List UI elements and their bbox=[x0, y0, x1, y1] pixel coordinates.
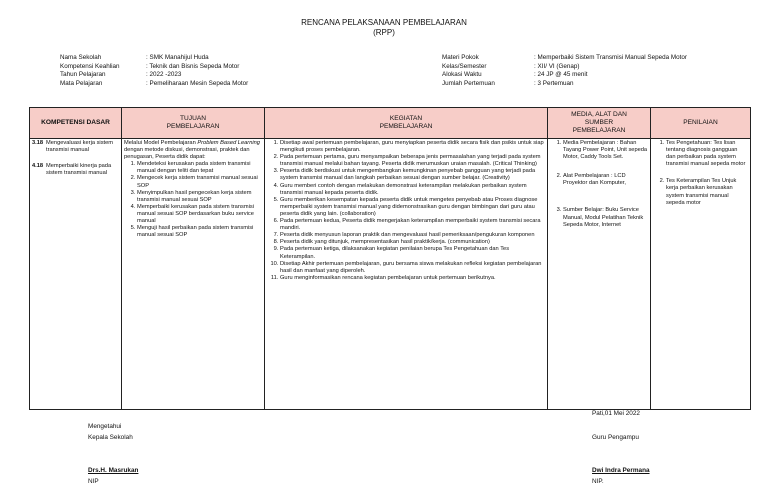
list-item: 2. Mengecek kerja sistem transmisi manual sesuai SOP bbox=[137, 175, 262, 189]
info-value: : XII/ VI (Genap) bbox=[534, 62, 580, 70]
signer-left-name: Drs.H. Masrukan bbox=[88, 467, 139, 474]
info-row bbox=[442, 63, 687, 72]
info-value: : 2022 -2023 bbox=[146, 71, 182, 79]
header-line: KEGIATAN bbox=[389, 115, 423, 122]
kd-item bbox=[32, 163, 119, 177]
penilaian-list bbox=[653, 140, 748, 207]
kd-number: 4.18 bbox=[32, 163, 44, 170]
info-row bbox=[442, 80, 687, 89]
header-line: SUMBER bbox=[584, 119, 614, 126]
list-item: 1. Media Pembelajaran : Bahan Tayang Power Point, Unit sepeda Motor, Caddy Tools Set. bbox=[563, 140, 648, 161]
info-left bbox=[60, 54, 248, 88]
list-item: 4. Memperbaiki kerusakan pada sistem transmisi manual sesuai SOP berdasarkan buku service manual bbox=[137, 204, 262, 225]
intro-text: dengan metode diskusi, demonstrasi, praktek dan penugasan, Peserta didik dapat: bbox=[124, 147, 250, 161]
tujuan-intro bbox=[124, 140, 262, 161]
header-line: PEMBELAJARAN bbox=[572, 127, 626, 134]
list-item: 1. Tes Pengetahuan: Tes lisan tentang diagnosis gangguan dan perbaikan pada system transmisi manual sepeda motor bbox=[666, 140, 748, 168]
info-label: Nama Sekolah bbox=[60, 54, 102, 61]
list-item: 3. Peserta didik berdiskusi untuk mengembangkan kemungkinan penyebab gangguan yang terjadi pada system transmisi manual dan langkah perbaikan sesuai dengan sumber belajar. (Creativity) bbox=[280, 168, 545, 182]
info-value: : Pemeliharaan Mesin Sepeda Motor bbox=[146, 79, 249, 87]
cell-media bbox=[548, 139, 651, 410]
info-value: : 24 JP @ 45 menit bbox=[534, 71, 588, 79]
signer-right-nip: NIP. bbox=[592, 478, 604, 485]
list-item: 3. Menyimpulkan hasil pengecekan kerja sistem transmisi manual sesuai SOP bbox=[137, 190, 262, 204]
info-row bbox=[60, 71, 248, 80]
info-label: Mata Pelajaran bbox=[60, 79, 103, 87]
header-media bbox=[548, 108, 651, 139]
list-item: 6. Pada pertemuan kedua, Peserta didik mengerjakan keterampilan memperbaiki system transmisi secara mandiri. bbox=[280, 218, 545, 232]
cell-tujuan bbox=[122, 139, 265, 410]
list-item: 1. Mendeteksi kerusakan pada sistem transmisi manual dengan teliti dan tepat bbox=[137, 161, 262, 175]
info-value: : SMK Manahijul Huda bbox=[146, 54, 209, 61]
tujuan-list bbox=[124, 161, 262, 239]
guru-label: Guru Pengampu bbox=[592, 434, 639, 441]
header-kompetensi-dasar: KOMPETENSI DASAR bbox=[30, 108, 122, 139]
info-value: : Memperbaiki Sistem Transmisi Manual Sepeda Motor bbox=[534, 54, 687, 61]
mengetahui-label: Mengetahui bbox=[88, 423, 122, 430]
list-item: 8. Peserta didik yang ditunjuk, mempresentasikan hasil praktik/kerja. (communication) bbox=[280, 239, 545, 246]
kd-item bbox=[32, 140, 119, 154]
document-subtitle: (RPP) bbox=[373, 28, 395, 37]
table-header-row bbox=[30, 108, 751, 139]
info-label: Alokasi Waktu bbox=[442, 71, 482, 79]
intro-model: Problem Based Learning bbox=[197, 140, 260, 146]
list-item: 2. Pada pertemuan pertama, guru menyampaikan beberapa jenis permasalahan yang terjadi pada system transmisi manual melalui bahan tayang. Peserta didik merumuskan uraian masalah. (Critical Thinking) bbox=[280, 154, 545, 168]
info-row bbox=[60, 54, 248, 63]
info-label: Kelas/Semester bbox=[442, 62, 487, 70]
intro-text: Melalui Model Pembelajaran bbox=[124, 140, 198, 146]
info-row bbox=[442, 71, 687, 80]
info-row bbox=[442, 54, 687, 63]
kd-number: 3.18 bbox=[32, 140, 44, 146]
list-item: 3. Sumber Belajar: Buku Service Manual, Modul Pelatihan Teknik Sepeda Motor, Internet bbox=[563, 207, 648, 228]
info-value: : 3 Pertemuan bbox=[534, 79, 574, 87]
list-item: 5. Menguji hasil perbaikan pada sistem transmisi manual sesuai SOP bbox=[137, 225, 262, 239]
info-label: Kompetensi Keahlian bbox=[60, 62, 120, 70]
kepala-label: Kepala Sekolah bbox=[88, 434, 133, 441]
list-item: 9. Pada pertemuan ketiga, dilaksanakan kegiatan penilaian berupa Tes Pengetahuan dan Tes Keterampilan. bbox=[280, 246, 545, 260]
media-list bbox=[550, 140, 648, 229]
place-date: Pati,01 Mei 2022 bbox=[592, 410, 640, 417]
info-value: : Teknik dan Bisnis Sepeda Motor bbox=[146, 62, 240, 70]
signer-right-name: Dwi Indra Permana bbox=[592, 467, 650, 474]
cell-penilaian bbox=[651, 139, 751, 410]
header-kegiatan bbox=[265, 108, 548, 139]
list-item: 10. Disetiap Akhir pertemuan pembelajaran, guru bersama siswa melakukan refleksi kegiatan pembelajaran hasil dan manfaat yang diperoleh. bbox=[280, 261, 545, 275]
signer-left-nip: NIP bbox=[88, 478, 99, 485]
kd-text: Memperbaiki kinerja pada sistem transmisi manual bbox=[46, 163, 112, 177]
list-item: 11. Guru menginformasikan rencana kegiatan pembelajaran untuk pertemuan berikutnya. bbox=[280, 275, 545, 282]
kd-text: Mengevaluasi kerja sistem transmisi manual bbox=[46, 140, 114, 154]
list-item: 1. Disetiap awal pertemuan pembelajaran, guru menyiapkan peserta didik secara fisik dan psikis untuk siap mengikuti proses pembelajaran. bbox=[280, 140, 545, 154]
cell-kompetensi-dasar bbox=[30, 139, 122, 410]
table-row bbox=[30, 139, 751, 410]
info-row bbox=[60, 63, 248, 72]
header-tujuan bbox=[122, 108, 265, 139]
cell-kegiatan bbox=[265, 139, 548, 410]
info-label: Tahun Pelajaran bbox=[60, 71, 106, 79]
list-item: 2. Alat Pembelajaran : LCD Proyektor dan Komputer, bbox=[563, 173, 648, 187]
info-row bbox=[60, 80, 248, 89]
header-penilaian: PENILAIAN bbox=[651, 108, 751, 139]
list-item: 4. Guru memberi contoh dengan melakukan demonstrasi keterampilan melakukan perbaikan system transmisi manual kepada peserta didik. bbox=[280, 183, 545, 197]
header-line: PEMBELAJARAN bbox=[166, 123, 220, 130]
info-label: Jumlah Pertemuan bbox=[442, 79, 495, 87]
header-line: PEMBELAJARAN bbox=[379, 123, 433, 130]
header-line: TUJUAN bbox=[179, 115, 206, 122]
document-title: RENCANA PELAKSANAAN PEMBELAJARAN bbox=[301, 18, 467, 27]
rpp-table bbox=[29, 107, 751, 410]
info-right bbox=[442, 54, 687, 88]
header-line: MEDIA, ALAT DAN bbox=[571, 111, 627, 118]
list-item: 2. Tes Keterampilan Tes Unjuk kerja perbaikan kerusakan system transmisi manual sepeda motor bbox=[666, 178, 748, 206]
kegiatan-list bbox=[267, 140, 545, 282]
list-item: 5. Guru memberikan kesempatan kepada peserta didik untuk mengetes penyebab atau Proses diagnose memperbaiki system transmisi manual yang didemonstrasikan guru dengan bimbingan dari guru atau peserta didik yang lain. (collaboration) bbox=[280, 197, 545, 218]
info-label: Materi Pokok bbox=[442, 54, 479, 61]
list-item: 7. Peserta didik menyusun laporan praktik dan mengevaluasi hasil pemeriksaan/pengukuran komponen bbox=[280, 232, 545, 239]
